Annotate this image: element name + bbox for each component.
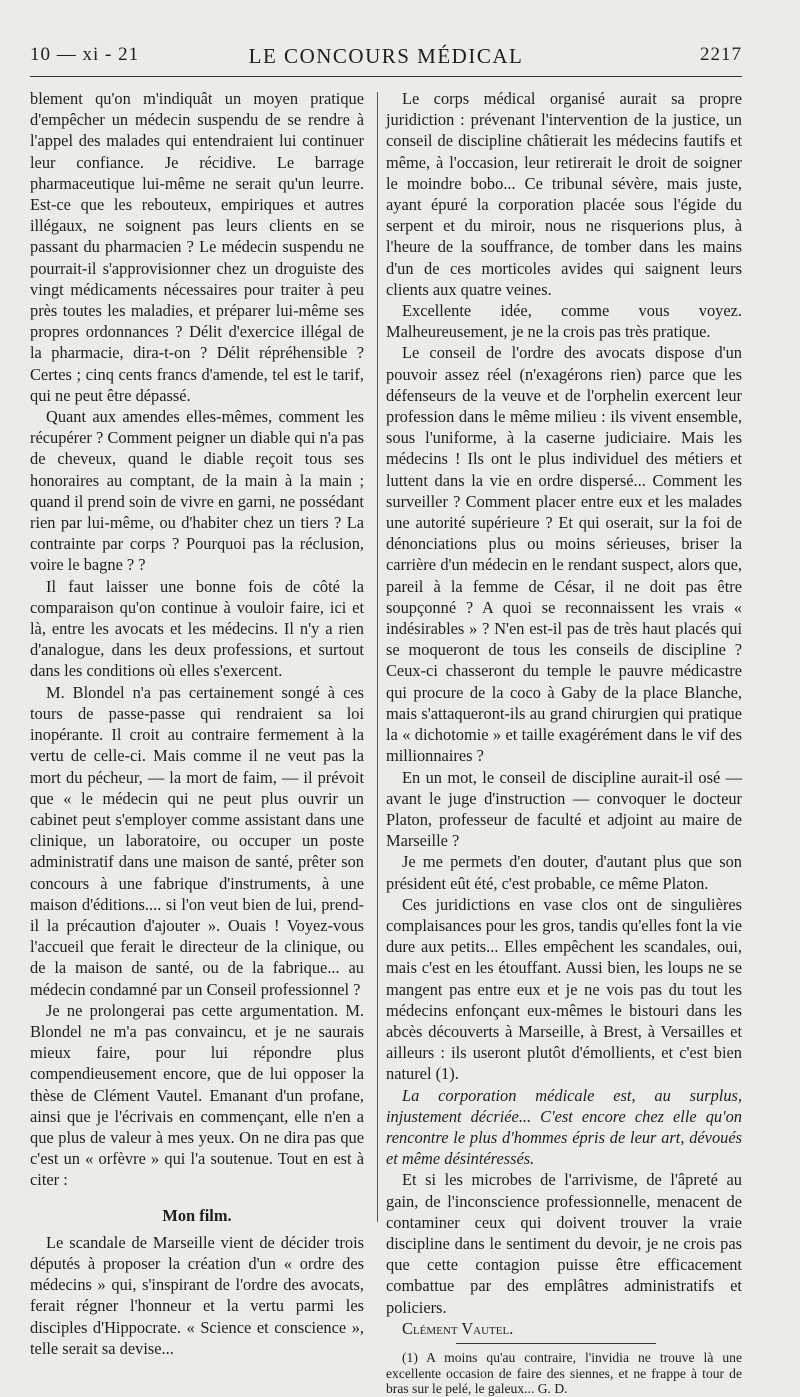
left-column <box>30 88 364 1359</box>
signature: Clément Vautel. <box>402 1318 514 1338</box>
footnote: (1) A moins qu'au contraire, l'invidia ne trouve là une excellente occasion de faire des siennes, et ne frappe à tour de bras sur le pelé, le galeux... G. D. <box>386 1349 742 1397</box>
paragraph: Et si les microbes de l'arrivisme, de l'âpreté au gain, de l'inconscience professionnelle, menacent de contaminer ceux qui doivent trouver la vraie discipline dans le sentiment du devoir, je ne crois pas que cette contagion puisse être efficacement combattue par des emplâtres administratifs et policiers. <box>386 1170 742 1317</box>
paragraph: Je ne prolongerai pas cette argumentation. M. Blondel ne m'a pas convaincu, et je ne saurais mieux faire, pour lui répondre plus compendieusement encore, que de lui opposer la thèse de Clément Vautel. Emanant d'un profane, ainsi que je l'écrivais en commençant, elle n'en a que plus de valeur à mes yeux. On ne dira pas que c'est un « orfèvre » qui l'a soutenue. Tout en est à citer : <box>30 1000 364 1190</box>
paragraph: Quant aux amendes elles-mêmes, comment les récupérer ? Comment peigner un diable qui n'a pas de cheveux, quand le diable reçoit tous ses honoraires au comptant, de la main à la main ; quand il prend soin de vivre en garni, ne possédant rien par lui-même, ou d'habiter chez un tiers ? La contrainte par corps ? Pourquoi pas la réclusion, voire le bagne ? ? <box>30 407 364 575</box>
section-title: Mon film. <box>162 1205 232 1225</box>
paragraph: Excellente idée, comme vous voyez. Malheureusement, je ne la crois pas très pratique. <box>386 301 742 342</box>
paragraph: Le conseil de l'ordre des avocats dispose d'un pouvoir assez réel (n'exagérons rien) parce que les défenseurs de la veuve et de l'orphelin exercent leur profession dans le même milieu : ils vivent ensemble, sous l'uniforme, à la caserne judiciaire. Mais les médecins ! Ils ont le plus individuel des métiers et luttent dans la vie en ordre dispersé... Comment les surveiller ? Comment placer entre eux et les malades une autorité supérieure ? Et qui oserait, sur la foi de dénonciations plus ou moins sérieuses, briser la carrière d'un médecin en le rendant suspect, alors que, pareil à la femme de César, il ne doit pas être soupçonné ? A quoi se reconnaissent les vrais « indésirables » ? N'en est-il pas de très haut placés qui se moqueront de tous les conseils de discipline ? Ceux-ci chasseront du temple le pauvre médicastre qui procure de la coco à Gaby de la place Blanche, mais s'attaqueront-ils au grand chirurgien qui pratique la « dichotomie » et taille exagérément dans le vif des millionnaires ? <box>386 343 742 766</box>
column-divider <box>377 92 378 1222</box>
paragraph: blement qu'on m'indiquât un moyen pratique d'empêcher un médecin suspendu de se rendre à l'appel des malades qui entendraient lui continuer leur confiance. Je récidive. Le barrage pharmaceutique lui-même ne serait qu'un leurre. Est-ce que les rebouteux, empiriques et autres illégaux, ne soignent pas leurs clients en se passant du pharmacien ? Le médecin suspendu ne pourrait-il s'approvisionner chez un droguiste des vingt médicaments nécessaires pour traiter à peu près toutes les maladies, et préparer lui-même ses propres ordonnances ? Délit d'exercice illégal de la pharmacie, dira-t-on ? Délit répréhensible ? Certes ; cinq cents francs d'amende, tel est le tarif, qui ne peut être dépassé. <box>30 89 364 405</box>
paragraph: En un mot, le conseil de discipline aurait-il osé — avant le juge d'instruction — convoquer le docteur Platon, professeur de faculté et adjoint au maire de Marseille ? <box>386 767 742 851</box>
header-rule <box>30 76 742 77</box>
page-number: 2217 <box>700 44 742 65</box>
italic-paragraph: La corporation médicale est, au surplus, injustement décriée... C'est encore chez elle qu'on rencontre le plus d'hommes épris de leur art, dévoués et même désintéressés. <box>386 1085 742 1169</box>
page-header <box>30 44 742 70</box>
paragraph: Je me permets d'en douter, d'autant plus que son président eût été, c'est probable, ce même Platon. <box>386 852 742 893</box>
paragraph: Le scandale de Marseille vient de décider trois députés à proposer la création d'un « ordre des médecins » qui, s'inspirant de l'ordre des avocats, ferait régner l'honneur et la vertu parmi les disciples d'Hippocrate. « Science et conscience », telle serait sa devise... <box>30 1232 364 1358</box>
issue-date: 10 — xi - 21 <box>30 44 140 65</box>
paragraph: Il faut laisser une bonne fois de côté la comparaison qu'on continue à vouloir faire, ici et là, entre les avocats et les médecins. Il n'y a rien d'analogue, dans les deux professions, et surtout dans les conditions où elles s'exercent. <box>30 576 364 681</box>
right-column <box>386 88 742 1397</box>
footnote-rule <box>456 1343 656 1344</box>
paragraph: M. Blondel n'a pas certainement songé à ces tours de passe-passe qui rendraient sa loi inopérante. Il croit au contraire fermement à la vertu de celle-ci. Mais comme il ne veut pas la mort du pécheur, — la mort de faim, — il prévoit que « le médecin qui ne peut plus ouvrir un cabinet peut s'employer comme assistant dans une clinique, un laboratoire, ou occuper un poste administratif dans une maison de santé, prêter son concours à une fabrique d'instruments, à une maison d'éditions.... si l'on veut bien de lui, prend-il la précaution d'ajouter ». Ouais ! Voyez-vous l'accueil que ferait le directeur de la clinique, ou de la maison de santé, ou de la fabrique... au médecin condamné par un Conseil professionnel ? <box>30 682 364 999</box>
paragraph: Ces juridictions en vase clos ont de singulières complaisances pour les gros, tandis qu'elles font la vie dure aux petits... Elles empêchent les scandales, oui, mais c'est en les étouffant. Aussi bien, les loups ne se mangent pas entre eux et je ne vois pas du tout les médecins enfonçant eux-mêmes le bistouri dans les abcès découverts à Marseille, à Brest, à Versailles et ailleurs : ils useront plutôt d'émollients, et c'est bien naturel (1). <box>386 894 742 1084</box>
journal-title: LE CONCOURS MÉDICAL <box>248 44 524 68</box>
paragraph: Le corps médical organisé aurait sa propre juridiction : prévenant l'intervention de la justice, un conseil de discipline châtierait les médecins fautifs et même, à l'occasion, leur retirerait le droit de soigner le moindre bobo... Ce tribunal sévère, mais juste, ayant épuré la corporation placée sous l'égide du serpent et du miroir, nous ne risquerions plus, à l'heure de la souffrance, de tomber dans les mains d'un de ces morticoles avides qui saignent leurs clients aux quatre veines. <box>386 89 742 299</box>
